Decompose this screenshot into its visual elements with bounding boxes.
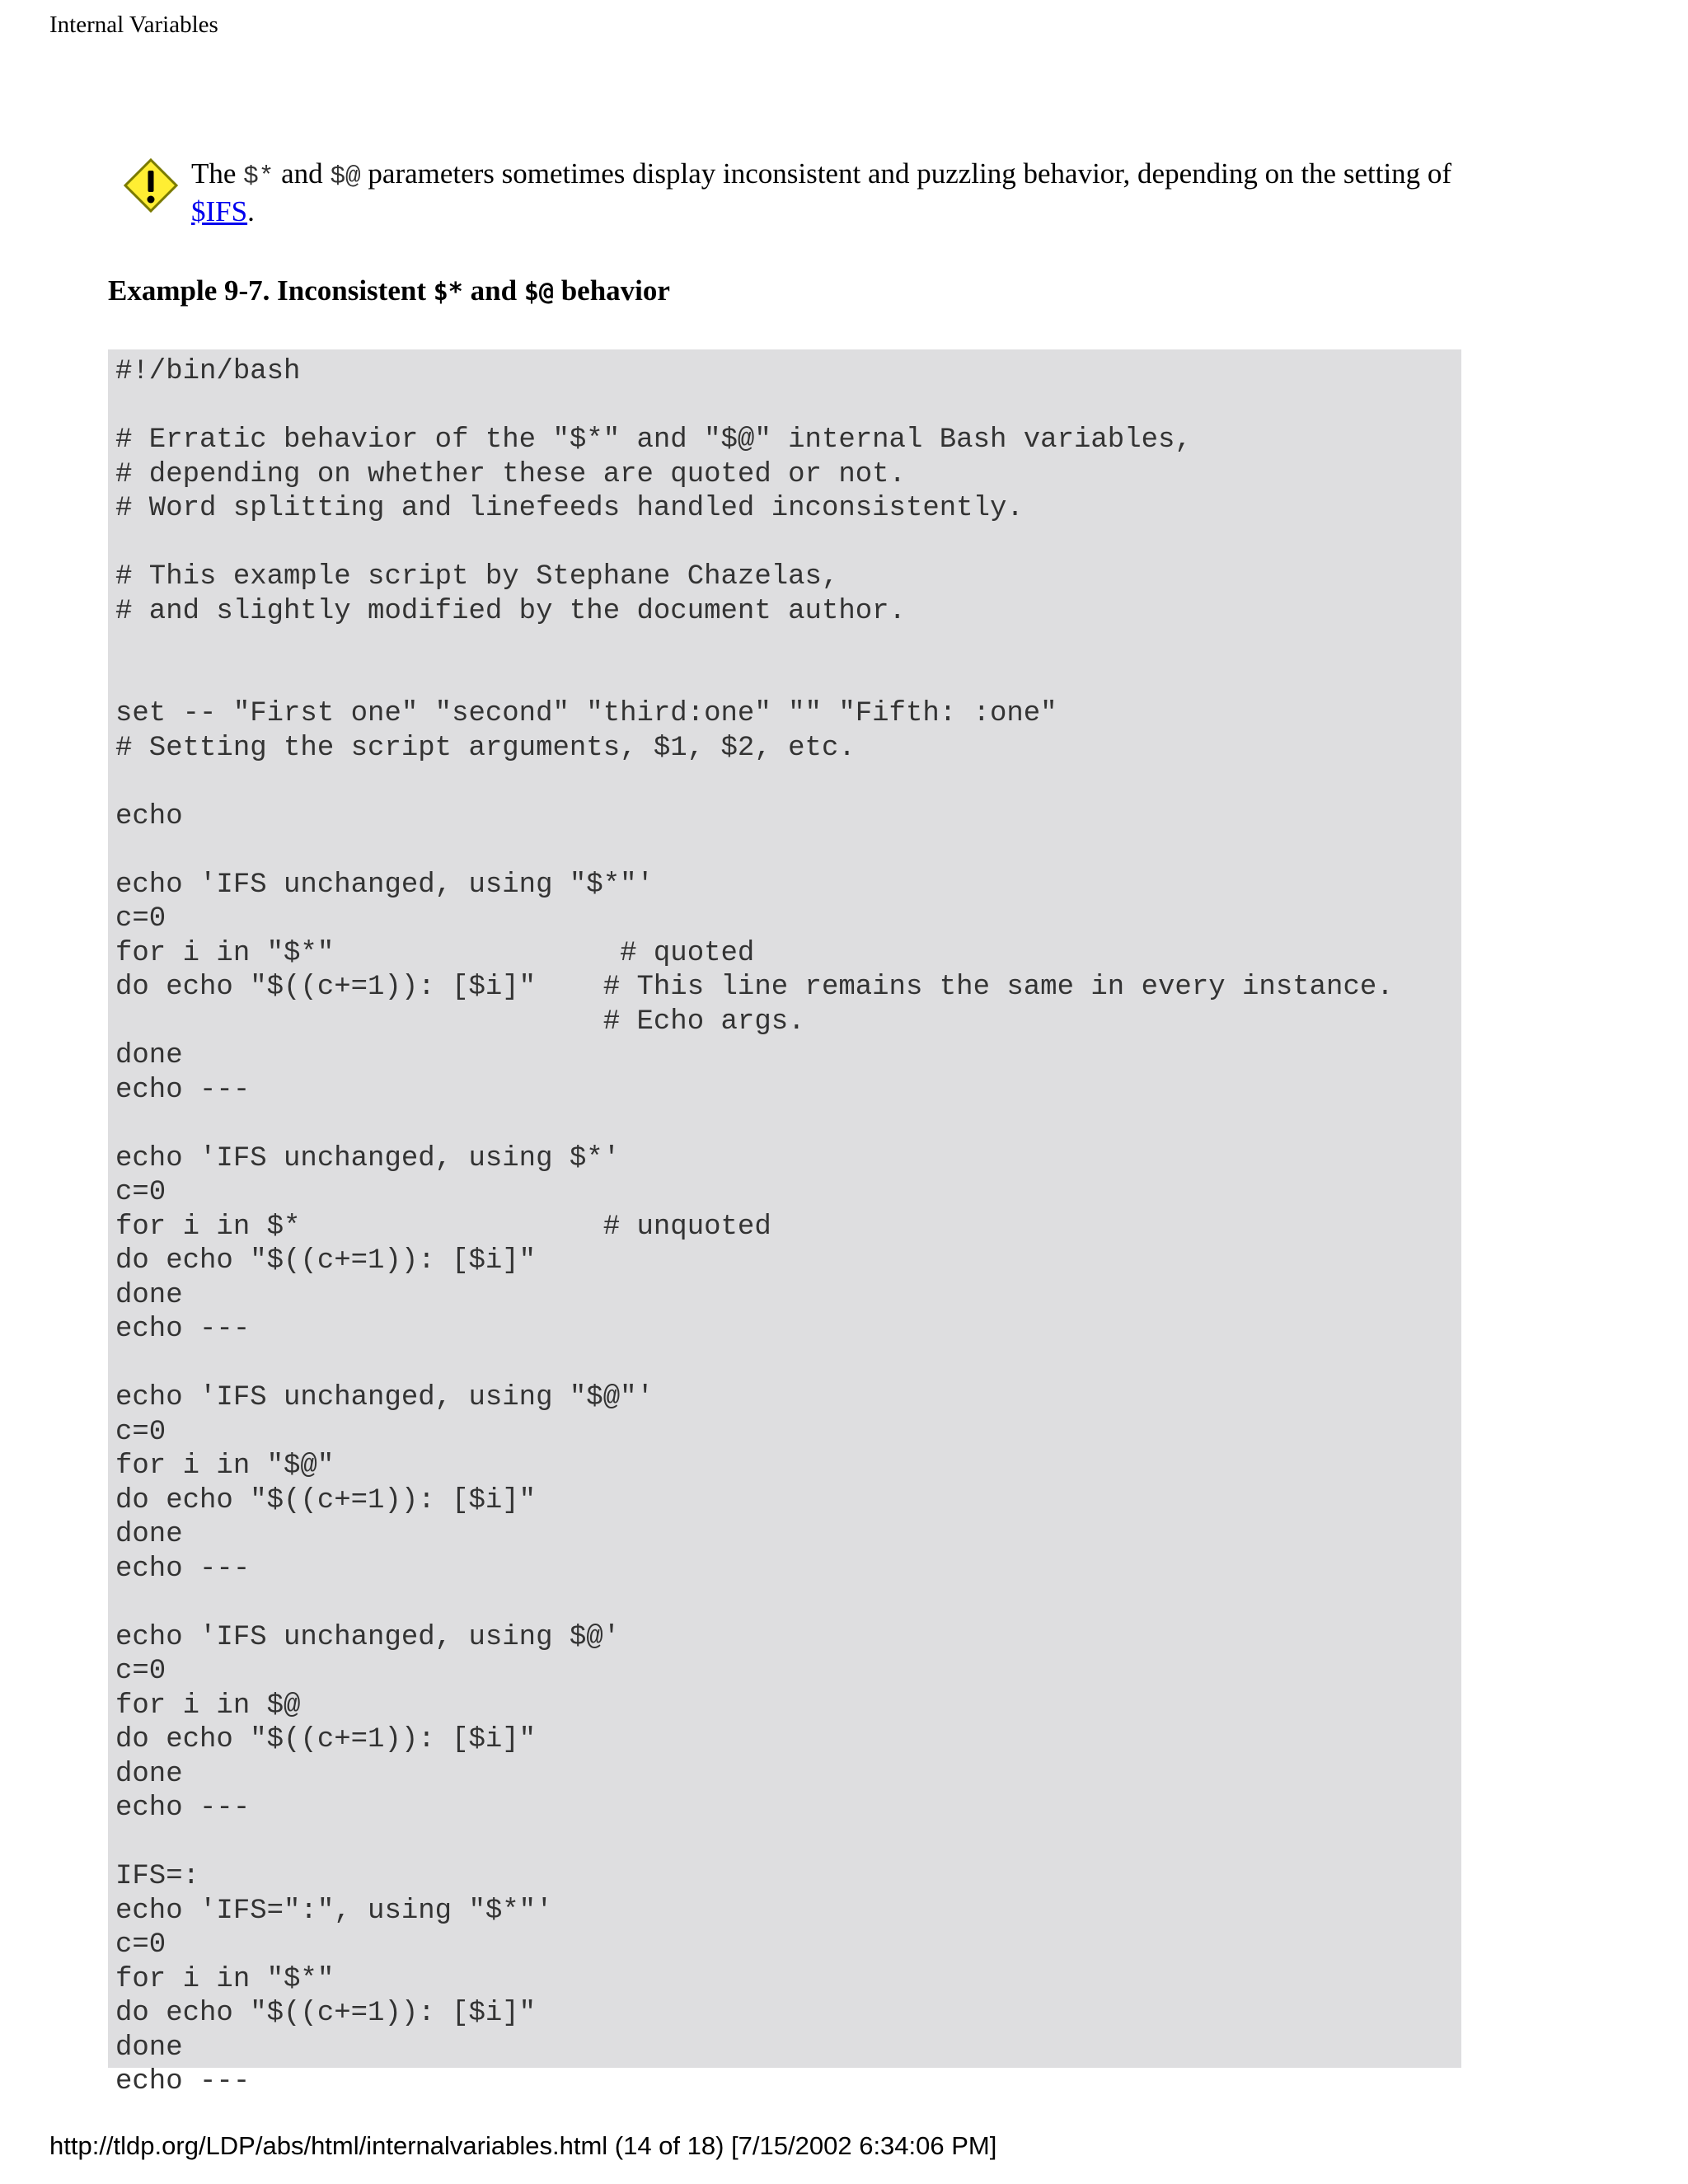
- example-code-star: $*: [433, 278, 463, 307]
- note-code-at: $@: [330, 162, 361, 191]
- page-footer-url: http://tldp.org/LDP/abs/html/internalvariables.html (14 of 18) [7/15/2002 6:34:06 PM]: [49, 2131, 997, 2160]
- code-listing: [108, 349, 1461, 2097]
- example-title: Example 9-7. Inconsistent $* and $@ behavior: [108, 274, 670, 307]
- running-header: Internal Variables: [49, 12, 218, 38]
- note-text: The $* and $@ parameters sometimes display inconsistent and puzzling behavior, depending on the setting of $IFS.: [191, 157, 1452, 227]
- warning-icon: [122, 157, 180, 214]
- ifs-link[interactable]: $IFS: [191, 195, 248, 227]
- note-code-star: $*: [243, 162, 274, 191]
- example-code-at: $@: [523, 278, 554, 307]
- code-text: #!/bin/bash # Erratic behavior of the "$*" and "$@" internal Bash variables, # depending on whether these are quoted or not. # Word splitting and linefeeds handled inconsistently. # This example script by Stephane Chazelas, # and slightly modified by the document author. set -- "First one" "second" "third:one" "" "Fifth: :one" # Setting the script arguments, $1, $2, etc. echo echo 'IFS unchanged, using "$*"' c=0 for i in "$*" # quoted do echo "$((c+=1)): [$i]" # This line remains the same in every instance. # Echo args. done echo --- echo 'IFS unchanged, using $*' c=0 for i in $* # unquoted do echo "$((c+=1)): [$i]" done echo --- echo 'IFS unchanged, using "$@"' c=0 for i in "$@" do echo "$((c+=1)): [$i]" done echo --- echo 'IFS unchanged, using $@' c=0 for i in $@ do echo "$((c+=1)): [$i]" done echo --- IFS=: echo 'IFS=":", using "$*"' c=0 for i in "$*" do echo "$((c+=1)): [$i]" done echo ---: [115, 356, 1394, 2097]
